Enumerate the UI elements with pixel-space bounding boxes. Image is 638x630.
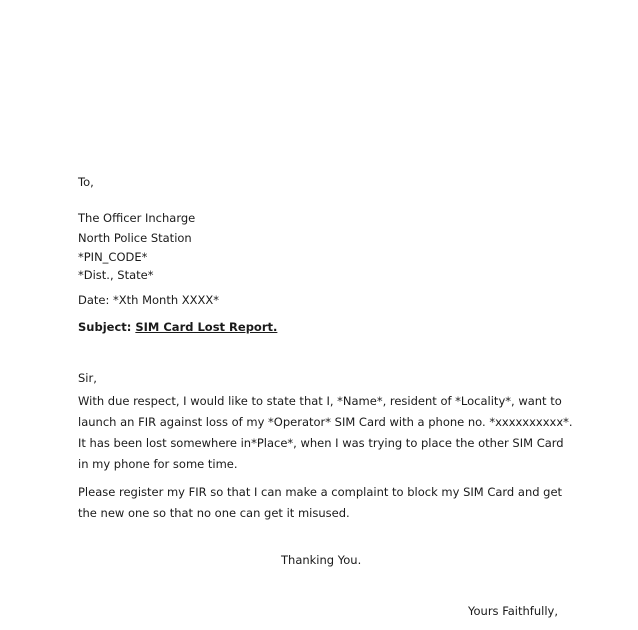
recipient-line-4: *Dist., State* [78,268,154,282]
body-paragraph-2 [78,482,563,524]
thanks-line: Thanking You. [281,553,362,567]
greeting: Sir, [78,371,97,385]
body-paragraph-1-line: launch an FIR against loss of my *Operator* SIM Card with a phone no. *xxxxxxxxxx*. [78,415,573,429]
recipient-line-1: The Officer Incharge [78,211,196,225]
recipient-line-3: *PIN_CODE* [78,250,148,264]
subject-text: SIM Card Lost Report. [135,320,278,334]
subject-label: Subject: [78,320,132,334]
body-paragraph-1-line: With due respect, I would like to state that I, *Name*, resident of *Locality*, want to [78,394,562,408]
closing-line: Yours Faithfully, [468,604,558,618]
to-line: To, [78,175,94,189]
body-paragraph-2-line: the new one so that no one can get it misused. [78,506,350,520]
date-line: Date: *Xth Month XXXX* [78,293,220,307]
subject-line [78,320,277,334]
body-paragraph-1-line: in my phone for some time. [78,457,238,471]
body-paragraph-1 [78,391,573,475]
body-paragraph-2-line: Please register my FIR so that I can make a complaint to block my SIM Card and get [78,485,563,499]
body-paragraph-1-line: It has been lost somewhere in*Place*, when I was trying to place the other SIM Card [78,436,564,450]
recipient-line-2: North Police Station [78,231,192,245]
